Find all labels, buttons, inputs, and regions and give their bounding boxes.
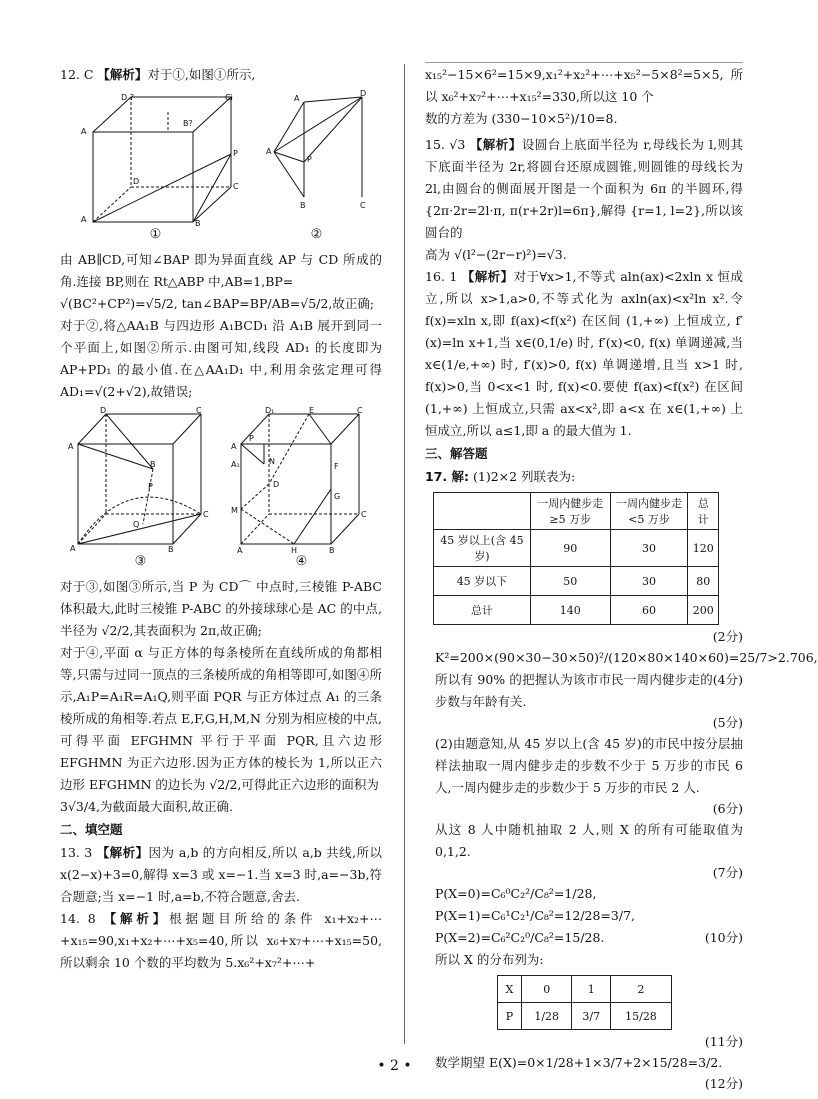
score-12: (12分) — [704, 1076, 743, 1091]
q12-para-2: √(BC²+CP²)=√5/2, tan∠BAP=BP/AB=√5/2,故正确; — [60, 296, 375, 311]
q13-number: 13. 3 — [60, 845, 93, 860]
table-header-row — [434, 493, 719, 530]
q16 — [425, 266, 743, 442]
score-11: (11分) — [704, 1034, 743, 1049]
figures-row-1 — [60, 89, 382, 243]
figure-2-caption: ② — [310, 227, 323, 242]
table-row — [434, 567, 719, 596]
svg-text:D: D — [273, 480, 280, 489]
score-5: (5分) — [712, 715, 743, 730]
svg-text:M: M — [231, 506, 238, 515]
svg-text:F: F — [334, 462, 339, 471]
q12-tag: 【解析】 — [97, 67, 148, 82]
q16-tag: 【解析】 — [461, 269, 514, 284]
q14 — [60, 908, 382, 974]
svg-text:A: A — [294, 94, 300, 103]
svg-text:A: A — [70, 544, 76, 553]
table-cell: 1 — [572, 976, 611, 1003]
table-header-cell: 一周内健步走≥5 万步 — [530, 493, 610, 530]
unfolded-diagram-2 — [264, 89, 369, 227]
q17-k2-line — [425, 647, 818, 687]
table-cell: 0 — [522, 976, 572, 1003]
top-rule — [425, 62, 743, 63]
q12-header — [60, 64, 382, 86]
svg-text:B: B — [300, 201, 306, 210]
svg-text:N: N — [269, 457, 275, 466]
svg-text:A: A — [81, 127, 87, 136]
q15-end: 高为 √(l²−(2r−r)²)=√3. — [425, 247, 567, 262]
q17-part1: (1)2×2 列联表为: — [472, 469, 576, 484]
left-column — [60, 64, 382, 974]
figure-2 — [264, 89, 369, 243]
table-cell: 15/28 — [611, 1003, 671, 1030]
table-cell: 140 — [530, 596, 610, 625]
table-header-cell — [434, 493, 531, 530]
svg-text:A: A — [237, 546, 243, 555]
figure-1-caption: ① — [149, 227, 162, 242]
svg-text:D: D — [133, 177, 140, 186]
svg-text:B: B — [168, 545, 174, 554]
svg-text:A: A — [266, 147, 272, 156]
q17-line-1 — [425, 466, 743, 488]
svg-text:A: A — [81, 215, 87, 224]
svg-text:D₁: D₁ — [265, 406, 275, 415]
table-cell: 30 — [610, 530, 688, 567]
q12-para-4: 对于③,如图③所示,当 P 为 CD⌒ 中点时,三棱锥 P-ABC 体积最大,此时三棱锥 P-ABC 的外接球球心是 AC 的中点,半径为 √2/2,其表面积为 2π,故正确; — [60, 579, 382, 638]
table-cell: 2 — [611, 976, 671, 1003]
cube-diagram-4 — [229, 406, 374, 555]
score-4: (4分) — [712, 672, 743, 687]
svg-text:A₁: A₁ — [231, 460, 240, 469]
q15-number: 15. √3 — [425, 137, 466, 152]
table-cell: 120 — [688, 530, 719, 567]
table-row — [497, 1003, 671, 1030]
q14-variance: 数的方差为 (330−10×5²)/10=8. — [425, 111, 618, 126]
q13-text: 因为 a,b 的方向相反,所以 a,b 共线,所以 x(2−x)+3=0,解得 x=3 或 x=−1.当 x=3 时,a=−3b,符合题意;当 x=−1 时,a=b,不符合题意,舍去. — [60, 845, 382, 904]
svg-text:C: C — [203, 510, 209, 519]
q15 — [425, 134, 743, 244]
q12-para-1: 由 AB∥CD,可知∠BAP 即为异面直线 AP 与 CD 所成的角.连接 BP,则在 Rt△ABP 中,AB=1,BP= — [60, 252, 382, 289]
table-cell: 80 — [688, 567, 719, 596]
table-header-cell: 一周内健步走<5 万步 — [610, 493, 688, 530]
svg-text:E: E — [309, 406, 315, 415]
table-cell: 90 — [530, 530, 610, 567]
svg-text:B: B — [329, 546, 335, 555]
table-cell: 3/7 — [572, 1003, 611, 1030]
svg-text:P: P — [249, 434, 254, 443]
table-row — [434, 530, 719, 567]
figure-4-caption: ④ — [295, 554, 308, 569]
table-cell: 总计 — [434, 596, 531, 625]
table-header-cell: 总计 — [688, 493, 719, 530]
svg-text:P: P — [307, 155, 312, 164]
column-divider — [404, 64, 405, 1044]
svg-text:B: B — [150, 460, 156, 469]
table-cell: X — [497, 976, 522, 1003]
svg-text:C: C — [196, 406, 202, 415]
svg-text:B: B — [195, 219, 201, 228]
q15-tag: 【解析】 — [469, 137, 522, 152]
svg-text:Ci: Ci — [225, 93, 233, 102]
figure-1 — [73, 92, 238, 243]
q17-dist-intro: 所以 X 的分布列为: — [435, 952, 544, 967]
table-row — [497, 976, 671, 1003]
table-cell: P — [497, 1003, 522, 1030]
q17-k2: K²=200×(90×30−30×50)²/(120×80×140×60)=25/7>2.706, — [435, 650, 818, 665]
table-cell: 45 岁以上(含 45 岁) — [434, 530, 531, 567]
q17-conclusion-1: 所以有 90% 的把握认为该市市民一周内健步走的步数与年龄有关. — [435, 672, 713, 709]
section-fill-in: 二、填空题 — [60, 822, 123, 837]
figures-row-2 — [60, 406, 382, 570]
score-6: (6分) — [712, 801, 743, 816]
page-number: • 2 • — [377, 1058, 412, 1074]
svg-text:C: C — [360, 201, 366, 210]
contingency-table — [433, 492, 719, 625]
svg-text:D: D — [100, 406, 107, 415]
q12-para-3: 对于②,将△AA₁B 与四边形 A₁BCD₁ 沿 A₁B 展开到同一个平面上,如图②所示.由图可知,线段 AD₁ 的长度即为 AP+PD₁ 的最小值.在△AA₁D₁ 中,利用余弦定理可得 AD₁=√(2+√2),故错误; — [60, 318, 382, 399]
q13-tag: 【解析】 — [96, 845, 149, 860]
svg-text:P: P — [148, 482, 153, 491]
table-cell: 200 — [688, 596, 719, 625]
svg-text:C: C — [357, 406, 363, 415]
table-cell: 1/28 — [522, 1003, 572, 1030]
cube-diagram-3 — [68, 406, 213, 554]
figure-3-caption: ③ — [134, 554, 147, 569]
q14-tag: 【解析】 — [103, 911, 170, 926]
q16-number: 16. 1 — [425, 269, 458, 284]
q16-text: 对于∀x>1,不等式 aln(ax)<2xln x 恒成立,所以 x>1,a>0,不等式化为 axln(ax)<x²ln x².令 f(x)=xln x,即 f(ax)<f(x²) 在区间 (1,+∞) 上恒成立, f′(x)=ln x+1,当 x∈(0,1/e) 时, f′(x)<0, f(x) 单调递减,当 x∈(1/e,+∞) 时, f′(x)>0, f(x) 单调递增,且当 x>1 时, f(x)>0,当 0<x<1 时, f(x)<0.要使 f(ax)<f(x²) 在区间 (1,+∞) 上恒成立,只需 ax<x²,即 a<x 在 x∈(1,+∞) 上恒成立,所以 a≤1,即 a 的最大值为 1. — [425, 269, 744, 438]
q15-text: 设圆台上底面半径为 r,母线长为 l,则其下底面半径为 2r,将圆台还原成圆锥,则圆锥的母线长为 2l,由圆台的侧面展开图是一个面积为 6π 的半圆环,得 {2π·2r=2l·π, π(r+2r)l=6π},解得 {r=1, l=2},所以该圆台的 — [425, 137, 743, 240]
table-cell: 50 — [530, 567, 610, 596]
svg-text:B?: B? — [183, 119, 193, 128]
svg-text:P: P — [233, 149, 238, 158]
q17-number: 17. 解: — [425, 469, 469, 484]
q14-text: 根据题目所给的条件 x₁+x₂+⋯+x₁₅=90,x₁+x₂+⋯+x₅=40,所以 x₆+x₇+⋯+x₁₅=50,所以剩余 10 个数的平均数为 5.x₆²+x₇²+⋯+ — [60, 911, 382, 970]
q12-number: 12. C — [60, 67, 94, 82]
table-cell: 30 — [610, 567, 688, 596]
score-10: (10分) — [704, 930, 743, 945]
distribution-table — [497, 975, 672, 1030]
svg-text:D: D — [360, 89, 367, 98]
q14-continued: x₁₅²−15×6²=15×9,x₁²+x₂²+⋯+x₅²−5×8²=5×5,所以 x₆²+x₇²+⋯+x₁₅²=330,所以这 10 个 — [425, 67, 743, 104]
svg-text:D ?: D ? — [121, 93, 134, 102]
table-cell: 60 — [610, 596, 688, 625]
q13 — [60, 842, 382, 908]
section-solutions: 三、解答题 — [425, 446, 488, 461]
q17-expectation: 数学期望 E(X)=0×1/28+1×3/7+2×15/28=3/2. — [435, 1055, 723, 1070]
cube-diagram-1 — [73, 92, 238, 227]
q14-number: 14. 8 — [60, 911, 96, 926]
q17-prob-2-line — [425, 927, 743, 949]
svg-text:C: C — [361, 510, 367, 519]
q17-part2: (2)由题意知,从 45 岁以上(含 45 岁)的市民中按分层抽样法抽取一周内健步走的步数不少于 5 万步的市民 6 人,一周内健步走的步数少于 5 万步的市民 2 人. — [435, 736, 743, 795]
score-2: (2分) — [712, 629, 743, 644]
q17-values: 从这 8 人中随机抽取 2 人,则 X 的所有可能取值为 0,1,2. — [435, 822, 743, 859]
q12-para-6: 3√3/4,为截面最大面积,故正确. — [60, 799, 233, 814]
svg-text:A: A — [68, 442, 74, 451]
table-row — [434, 596, 719, 625]
q17-prob-2: P(X=2)=C₆²C₂⁰/C₈²=15/28. — [435, 930, 605, 945]
right-column — [425, 64, 818, 1094]
svg-text:Q: Q — [133, 520, 140, 529]
svg-text:G: G — [334, 492, 341, 501]
svg-text:C: C — [233, 182, 239, 191]
q12-intro: 对于①,如图①所示, — [147, 67, 256, 82]
svg-text:H: H — [291, 546, 298, 555]
q12-para-5: 对于④,平面 α 与正方体的每条棱所在直线所成的角都相等,只需与过同一顶点的三条棱所成的角相等即可,如图④所示,A₁P=A₁R=A₁Q,则平面 PQR 与正方体过点 A₁ 的三条棱所成的角相等.若点 E,F,G,H,M,N 分别为相应棱的中点,可得平面 EFGHMN 平行于平面 PQR,且六边形 EFGHMN 为正六边形.因为正方体的棱长为 1,所以正六边形 EFGHMN 的边长为 √2/2,可得此正六边形的面积为 — [60, 645, 382, 792]
svg-text:A: A — [231, 442, 237, 451]
table-cell: 45 岁以下 — [434, 567, 531, 596]
figure-4 — [229, 406, 374, 570]
score-7: (7分) — [712, 865, 743, 880]
figure-3 — [68, 406, 213, 570]
q17-prob-0-1: P(X=0)=C₆⁰C₂²/C₈²=1/28, P(X=1)=C₆¹C₂¹/C₈²=12/28=3/7, — [435, 886, 635, 923]
